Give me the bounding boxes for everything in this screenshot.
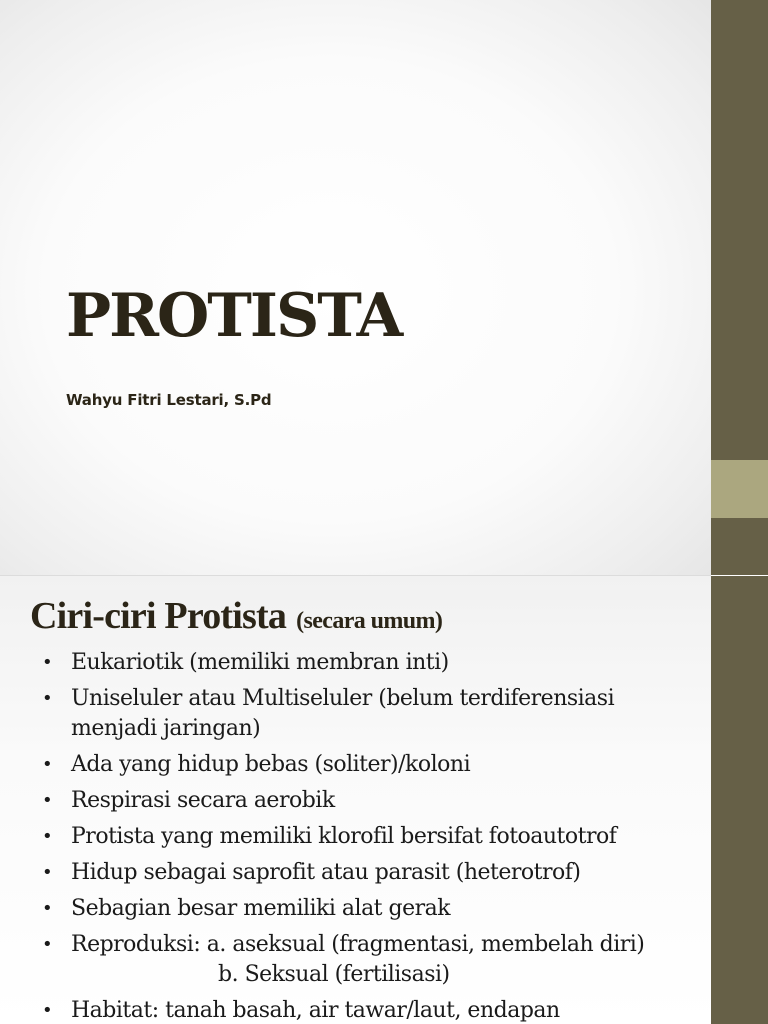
heading-main: Ciri-ciri Protista xyxy=(30,595,287,637)
list-item xyxy=(42,684,707,744)
list-item-text: Respirasi secara aerobik xyxy=(71,788,335,813)
list-item-text: Hidup sebagai saprofit atau parasit (heterotrof) xyxy=(71,860,581,885)
bullet-icon: • xyxy=(42,898,53,919)
list-item-text: Sebagian besar memiliki alat gerak xyxy=(71,896,451,921)
bullet-icon: • xyxy=(42,754,53,775)
list-item-text: Habitat: tanah basah, air tawar/laut, endapan xyxy=(71,998,560,1023)
side-accent xyxy=(711,460,768,518)
slide-title: PROTISTA xyxy=(66,281,402,351)
list-item xyxy=(42,894,707,924)
content-heading xyxy=(30,594,442,638)
side-band xyxy=(711,576,768,1024)
list-item-text: Ada yang hidup bebas (soliter)/koloni xyxy=(71,752,471,777)
list-item-text: Protista yang memiliki klorofil bersifat fotoautotrof xyxy=(71,824,617,849)
content-slide xyxy=(0,576,768,1024)
heading-note: (secara umum) xyxy=(296,608,443,634)
list-item-text: Eukariotik (memiliki membran inti) xyxy=(71,650,449,675)
list-item xyxy=(42,786,707,816)
list-item-text: Uniseluler atau Multiseluler (belum terdiferensiasi xyxy=(71,686,615,711)
list-item xyxy=(42,930,707,990)
slide-author: Wahyu Fitri Lestari, S.Pd xyxy=(66,391,272,409)
list-item xyxy=(42,996,707,1024)
list-item xyxy=(42,648,707,678)
list-item xyxy=(42,750,707,780)
bullet-list xyxy=(42,648,707,1024)
bullet-icon: • xyxy=(42,934,53,955)
list-item-text: Reproduksi: a. aseksual (fragmentasi, membelah diri) xyxy=(71,932,645,957)
bullet-icon: • xyxy=(42,688,53,709)
list-item-text-continued: menjadi jaringan) xyxy=(71,716,261,741)
bullet-icon: • xyxy=(42,862,53,883)
bullet-icon: • xyxy=(42,1000,53,1021)
bullet-icon: • xyxy=(42,826,53,847)
list-item xyxy=(42,822,707,852)
bullet-icon: • xyxy=(42,652,53,673)
list-item-text-continued: b. Seksual (fertilisasi) xyxy=(218,962,450,987)
list-item xyxy=(42,858,707,888)
bullet-icon: • xyxy=(42,790,53,811)
